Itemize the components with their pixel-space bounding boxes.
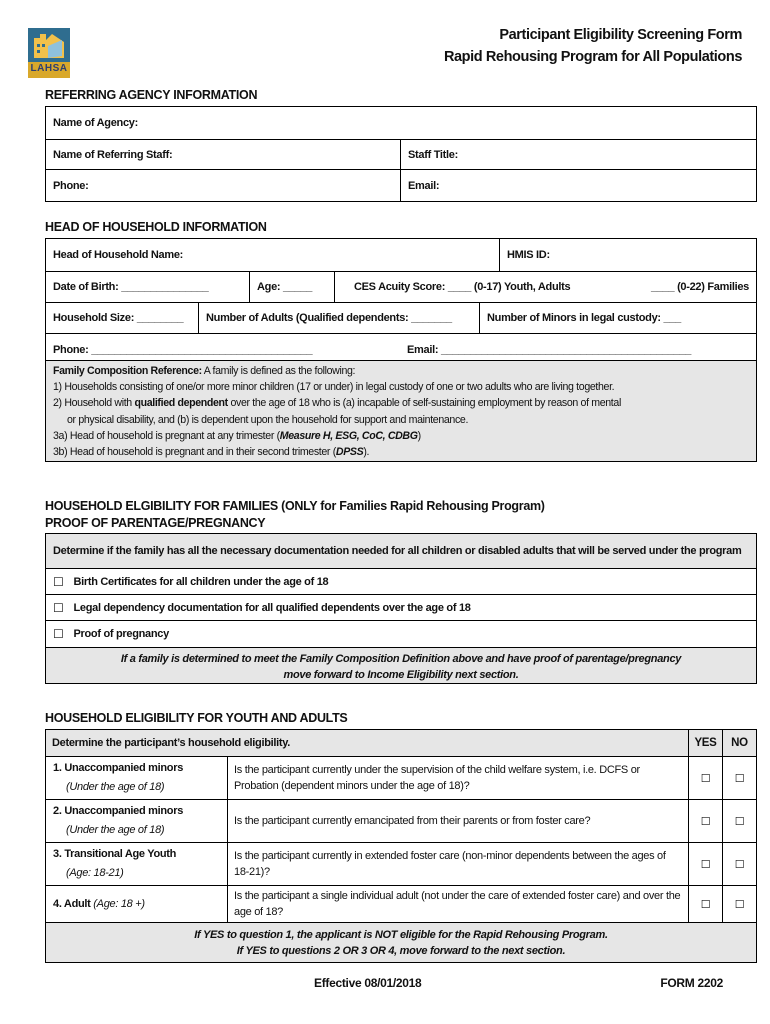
question-label: 2. Unaccompanied minors (Under the age of 18) (46, 800, 228, 843)
youth-col-title: Determine the participant’s household eligibility. (46, 730, 689, 757)
yes-checkbox[interactable]: ☐ (689, 886, 723, 923)
composition-ref-title: Family Composition Reference: (53, 365, 202, 377)
family-composition-reference (46, 361, 628, 461)
dob-field[interactable]: Date of Birth: _______________ (53, 281, 209, 293)
hoh-phone-field[interactable]: Phone: ______________________________________ (53, 344, 313, 356)
composition-item-3a: 3a) Head of household is pregnant at any trimester (Measure H, ESG, CoC, CDBG) (53, 429, 421, 442)
effective-date: Effective 08/01/2018 (314, 976, 422, 990)
adults-count-field[interactable]: Number of Adults (Qualified dependents: _______ (198, 303, 479, 333)
form-number: FORM 2202 (660, 976, 723, 990)
question-text: Is the participant a single individual adult (not under the care of extended foster care) and over the age of 18? (228, 886, 689, 923)
families-note: If a family is determined to meet the Family Composition Definition above and have proof of parentage/pregnancy move forward to Income Eligibility next section. (120, 653, 682, 681)
no-checkbox[interactable]: ☐ (723, 800, 757, 843)
composition-item-2-cont: or physical disability, and (b) is dependent upon the household for support and maintenance. (67, 413, 469, 426)
referring-heading: REFERRING AGENCY INFORMATION (45, 88, 258, 102)
logo-text: LAHSA (30, 63, 68, 74)
no-header: NO (723, 730, 757, 757)
staff-title-field[interactable]: Staff Title: (400, 140, 756, 169)
referring-email-field[interactable]: Email: (400, 170, 756, 201)
families-table (45, 533, 757, 684)
question-row-2 (46, 800, 757, 843)
youth-eligibility-table (45, 729, 757, 963)
no-checkbox[interactable]: ☐ (723, 757, 757, 800)
yes-checkbox[interactable]: ☐ (689, 757, 723, 800)
question-text: Is the participant currently emancipated from their parents or from foster care? (228, 800, 689, 843)
families-heading: HOUSEHOLD ELGIBILITY FOR FAMILIES (ONLY for Families Rapid Rehousing Program) (45, 499, 545, 513)
ces-score-field[interactable] (334, 272, 756, 302)
birth-certificates-item[interactable]: ☐ Birth Certificates for all children under the age of 18 (53, 574, 329, 589)
ces-families: ____ (0-22) Families (651, 281, 749, 293)
referring-staff-field[interactable]: Name of Referring Staff: (53, 148, 173, 161)
question-text: Is the participant currently in extended foster care (non-minor dependents between the ages of 18-21)? (228, 843, 689, 886)
question-label: 1. Unaccompanied minors (Under the age of 18) (46, 757, 228, 800)
hoh-table (45, 238, 757, 462)
question-text: Is the participant currently under the supervision of the child welfare system, i.e. DCFS or Probation (dependent minors under the age of 18)? (228, 757, 689, 800)
question-label: 4. Adult (Age: 18 +) (46, 886, 228, 923)
proof-of-pregnancy-item[interactable]: ☐ Proof of pregnancy (53, 627, 169, 641)
youth-heading: HOUSEHOLD ELIGIBILITY FOR YOUTH AND ADULTS (45, 711, 348, 725)
form-header (444, 24, 742, 68)
legal-dependency-item[interactable]: ☐ Legal dependency documentation for all qualified dependents over the age of 18 (53, 600, 471, 615)
parentage-heading: PROOF OF PARENTAGE/PREGNANCY (45, 516, 266, 530)
form-subtitle: Rapid Rehousing Program for All Populations (443, 49, 742, 65)
ces-youth-adults: CES Acuity Score: ____ (0-17) Youth, Adults (354, 281, 571, 293)
checkbox-icon[interactable]: ☐ (53, 627, 64, 641)
question-row-4 (46, 886, 757, 923)
composition-ref-text: A family is defined as the following: (201, 365, 356, 377)
agency-field[interactable]: Name of Agency: (53, 117, 138, 129)
question-label: 3. Transitional Age Youth (Age: 18-21) (46, 843, 228, 886)
form-title: Participant Eligibility Screening Form (499, 27, 742, 43)
checkbox-icon[interactable]: ☐ (53, 600, 64, 615)
hoh-heading: HEAD OF HOUSEHOLD INFORMATION (45, 220, 267, 234)
hoh-email-field[interactable]: Email: ___________________________________________ (407, 344, 692, 356)
no-checkbox[interactable]: ☐ (723, 886, 757, 923)
referring-phone-field[interactable]: Phone: (53, 179, 89, 192)
hmis-id-field[interactable]: HMIS ID: (499, 239, 756, 271)
composition-item-2: 2) Household with qualified dependent over the age of 18 who is (a) incapable of self-sustaining employment by reason of mental (53, 397, 621, 410)
families-intro: Determine if the family has all the necessary documentation needed for all children or disabled adults that will be served under the program (53, 545, 742, 557)
question-row-1 (46, 757, 757, 800)
checkbox-icon[interactable]: ☐ (53, 574, 64, 589)
lahsa-logo (28, 28, 70, 78)
referring-table (45, 106, 757, 202)
no-checkbox[interactable]: ☐ (723, 843, 757, 886)
youth-note: If YES to question 1, the applicant is NOT eligible for the Rapid Rehousing Program. If YES to questions 2 OR 3 OR 4, move forward to the next section. (46, 923, 757, 963)
age-field[interactable]: Age: _____ (249, 272, 334, 302)
hoh-name-field[interactable]: Head of Household Name: (53, 249, 184, 261)
composition-item-1: 1) Households consisting of one/or more minor children (17 or under) in legal custody of one or two adults who are living together. (53, 381, 615, 394)
yes-checkbox[interactable]: ☐ (689, 843, 723, 886)
minors-count-field[interactable]: Number of Minors in legal custody: ___ (479, 303, 756, 333)
yes-checkbox[interactable]: ☐ (689, 800, 723, 843)
question-row-3 (46, 843, 757, 886)
composition-item-3b: 3b) Head of household is pregnant and in their second trimester (DPSS). (53, 446, 370, 459)
household-size-field[interactable]: Household Size: ________ (53, 312, 184, 324)
yes-header: YES (689, 730, 723, 757)
